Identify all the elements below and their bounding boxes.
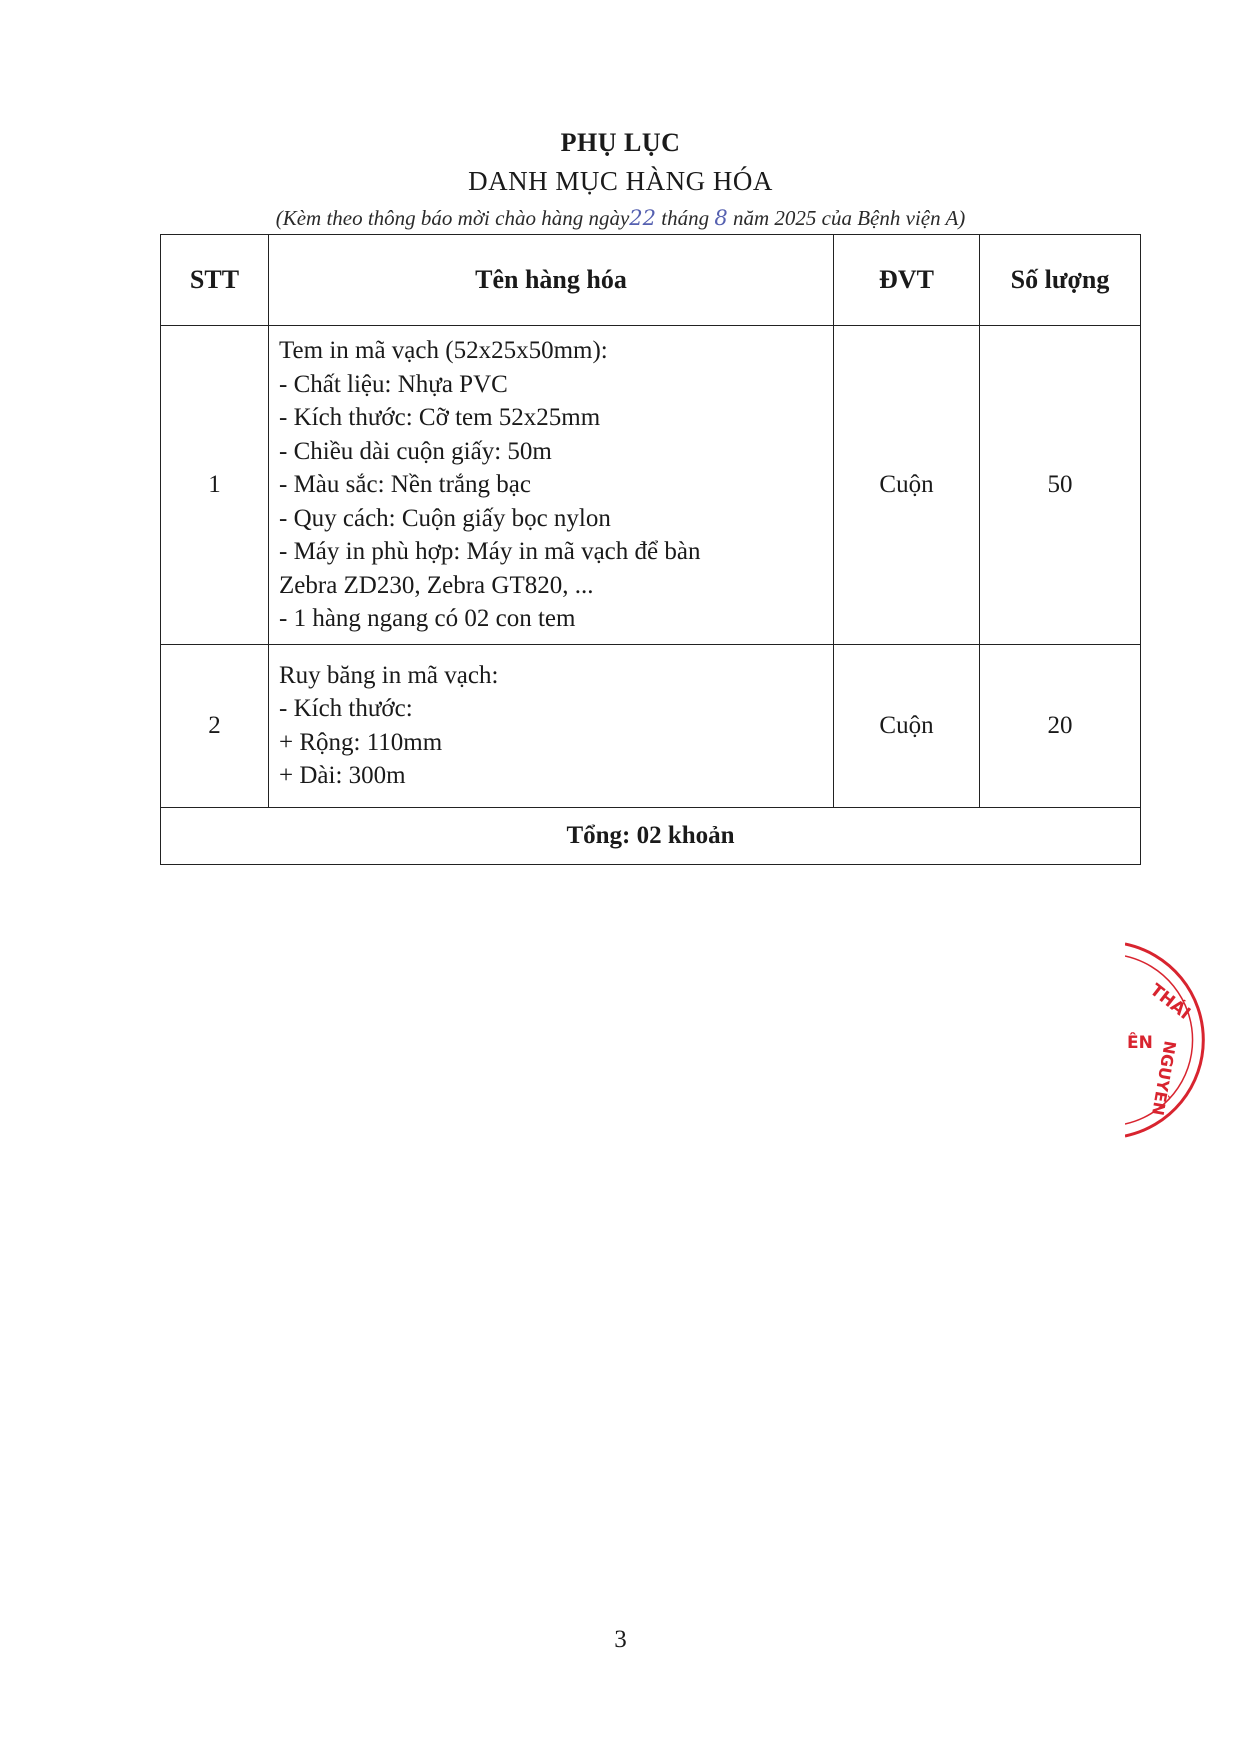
stamp-seal-icon [1125, 942, 1210, 1142]
page-title: PHỤ LỤC [560, 128, 681, 157]
desc-line: - Màu sắc: Nền trắng bạc [279, 471, 531, 498]
cell-stt: 2 [161, 644, 269, 807]
desc-line: Tem in mã vạch (52x25x50mm): [279, 337, 608, 364]
cell-description [269, 644, 834, 807]
svg-text:ÊN: ÊN [1127, 1033, 1153, 1053]
table-header-row [161, 235, 1141, 326]
cell-unit: Cuộn [834, 326, 980, 645]
col-header-qty: Số lượng [980, 235, 1141, 326]
desc-line: - Quy cách: Cuộn giấy bọc nylon [279, 504, 611, 532]
total-row [161, 807, 1141, 864]
desc-line: - Kích thước: [279, 695, 413, 722]
desc-line: Zebra ZD230, Zebra GT820, ... [279, 571, 594, 599]
note-prefix: (Kèm theo thông báo mời chào hàng ngày [275, 206, 630, 230]
total-cell: Tổng: 02 khoản [161, 807, 1141, 864]
page-subtitle: DANH MỤC HÀNG HÓA [468, 166, 773, 196]
cell-description [269, 326, 834, 645]
cell-unit: Cuộn [834, 644, 980, 807]
desc-line: - Chất liệu: Nhựa PVC [279, 370, 508, 398]
note-month: 8 [714, 206, 728, 230]
cell-qty: 20 [980, 644, 1141, 807]
desc-line: + Dài: 300m [279, 762, 406, 789]
note-month-label: tháng [661, 206, 710, 230]
desc-line: + Rộng: 110mm [279, 728, 443, 756]
col-header-unit: ĐVT [834, 235, 980, 326]
desc-line: - Máy in phù hợp: Máy in mã vạch để bàn [279, 538, 701, 565]
table-row [161, 644, 1141, 807]
desc-line: Ruy băng in mã vạch: [279, 661, 499, 689]
desc-line: - Chiều dài cuộn giấy: 50m [279, 437, 552, 465]
cell-qty: 50 [980, 326, 1141, 645]
svg-text:NGUYÊN: NGUYÊN [1147, 1039, 1180, 1117]
col-header-stt: STT [161, 235, 269, 326]
desc-line: - Kích thước: Cỡ tem 52x25mm [279, 404, 601, 431]
cell-stt: 1 [161, 326, 269, 645]
document-note [0, 206, 1241, 231]
goods-table [160, 234, 1141, 865]
table-row [161, 326, 1141, 645]
note-day: 22 [629, 206, 657, 230]
desc-line: - 1 hàng ngang có 02 con tem [279, 605, 576, 632]
svg-text:THÁI: THÁI [1145, 980, 1194, 1024]
col-header-name: Tên hàng hóa [269, 235, 834, 326]
note-suffix: năm 2025 của Bệnh viện A) [732, 206, 966, 230]
page-number: 3 [614, 1626, 627, 1653]
